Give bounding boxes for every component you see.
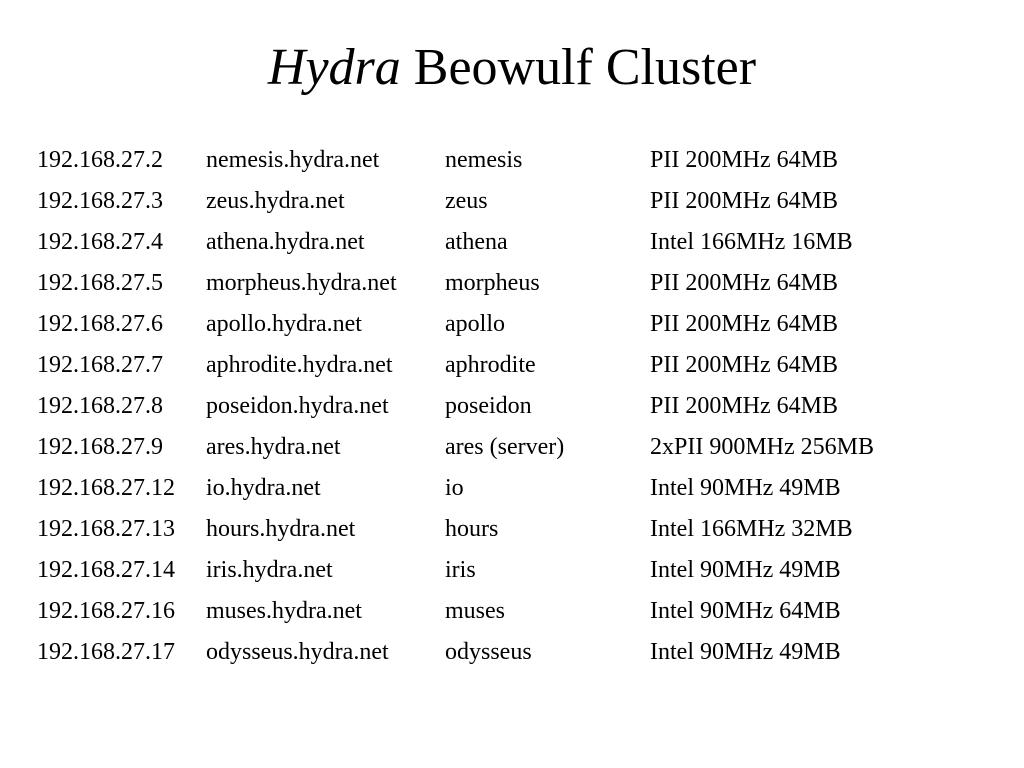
host-fqdn: zeus.hydra.net (206, 188, 345, 214)
host-fqdn: hours.hydra.net (206, 516, 356, 542)
slide-title-italic: Hydra (267, 39, 401, 96)
table-row (37, 509, 997, 550)
host-name: athena (445, 229, 508, 255)
host-fqdn: nemesis.hydra.net (206, 147, 380, 173)
host-fqdn: muses.hydra.net (206, 598, 362, 624)
slide-title (0, 36, 1024, 100)
host-name: poseidon (445, 393, 532, 419)
host-fqdn: odysseus.hydra.net (206, 639, 389, 665)
host-ip: 192.168.27.17 (37, 639, 175, 665)
host-spec: Intel 90MHz 49MB (650, 639, 841, 665)
host-spec: PII 200MHz 64MB (650, 393, 839, 419)
host-ip: 192.168.27.9 (37, 434, 163, 460)
table-row (37, 181, 997, 222)
host-ip: 192.168.27.2 (37, 147, 163, 173)
host-fqdn: iris.hydra.net (206, 557, 333, 583)
host-ip: 192.168.27.5 (37, 270, 163, 296)
table-row (37, 304, 997, 345)
table-row (37, 632, 997, 673)
host-ip: 192.168.27.7 (37, 352, 163, 378)
host-spec: Intel 90MHz 49MB (650, 475, 841, 501)
table-row (37, 468, 997, 509)
host-name: morpheus (445, 270, 540, 296)
table-row (37, 550, 997, 591)
host-fqdn: aphrodite.hydra.net (206, 352, 393, 378)
host-ip: 192.168.27.4 (37, 229, 163, 255)
table-row (37, 427, 997, 468)
host-ip: 192.168.27.16 (37, 598, 175, 624)
table-row (37, 345, 997, 386)
host-spec: Intel 166MHz 16MB (650, 229, 853, 255)
host-spec: 2xPII 900MHz 256MB (650, 434, 875, 460)
host-name: hours (445, 516, 499, 542)
host-fqdn: poseidon.hydra.net (206, 393, 389, 419)
host-name: aphrodite (445, 352, 536, 378)
host-name: zeus (445, 188, 488, 214)
host-name: ares (server) (445, 434, 565, 460)
host-name: io (445, 475, 464, 501)
host-name: apollo (445, 311, 505, 337)
table-row (37, 386, 997, 427)
host-name: odysseus (445, 639, 532, 665)
host-spec: Intel 166MHz 32MB (650, 516, 853, 542)
slide-title-rest: Beowulf Cluster (400, 39, 757, 96)
host-ip: 192.168.27.3 (37, 188, 163, 214)
host-name: nemesis (445, 147, 523, 173)
host-ip: 192.168.27.13 (37, 516, 175, 542)
host-spec: PII 200MHz 64MB (650, 147, 839, 173)
host-fqdn: morpheus.hydra.net (206, 270, 397, 296)
host-ip: 192.168.27.12 (37, 475, 175, 501)
host-spec: Intel 90MHz 49MB (650, 557, 841, 583)
host-spec: PII 200MHz 64MB (650, 311, 839, 337)
table-row (37, 222, 997, 263)
host-spec: PII 200MHz 64MB (650, 188, 839, 214)
host-spec: PII 200MHz 64MB (650, 352, 839, 378)
host-ip: 192.168.27.6 (37, 311, 163, 337)
host-fqdn: apollo.hydra.net (206, 311, 362, 337)
host-name: iris (445, 557, 476, 583)
host-fqdn: ares.hydra.net (206, 434, 341, 460)
host-ip: 192.168.27.8 (37, 393, 163, 419)
table-row (37, 263, 997, 304)
host-spec: Intel 90MHz 64MB (650, 598, 841, 624)
host-ip: 192.168.27.14 (37, 557, 175, 583)
host-name: muses (445, 598, 505, 624)
host-spec: PII 200MHz 64MB (650, 270, 839, 296)
table-row (37, 140, 997, 181)
table-row (37, 591, 997, 632)
host-fqdn: io.hydra.net (206, 475, 321, 501)
host-fqdn: athena.hydra.net (206, 229, 365, 255)
host-table (37, 140, 997, 673)
